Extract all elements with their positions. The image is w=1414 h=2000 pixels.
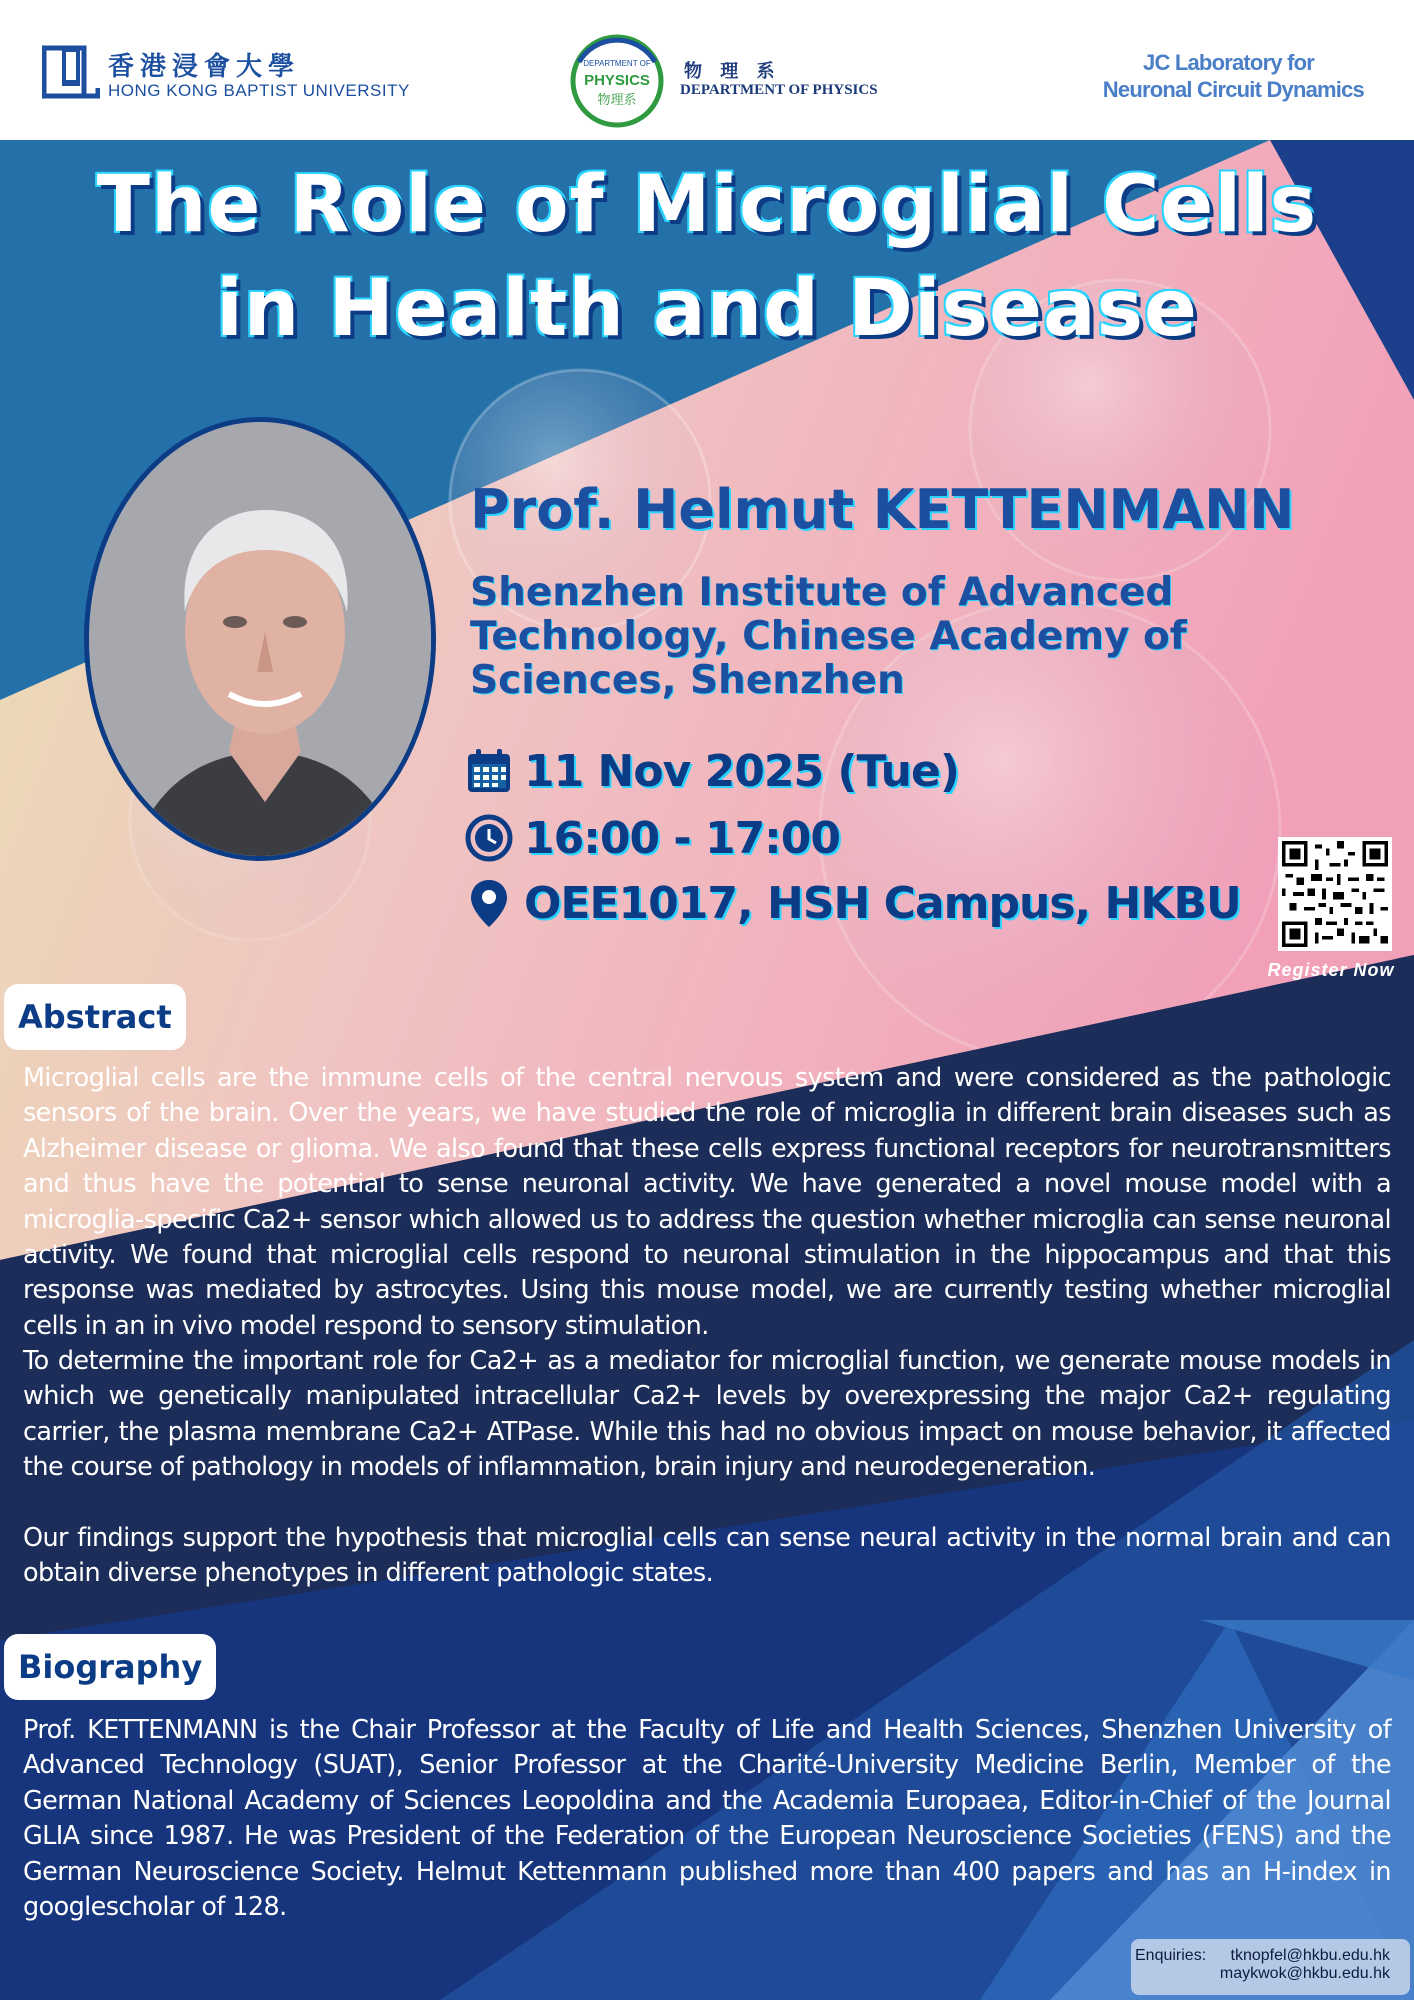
abstract-paragraph-1: Microglial cells are the immune cells of the central nervous system and were considered as the pathologic sensors of the brain. Over the years, we have studied the role of microglia in different brain diseases such as Alzheimer disease or glioma. We also found that these cells express functional receptors for neurotransmitters and thus have the potential to sense neuronal activity. We have generated a novel mouse model with a microglia-specific Ca2+ sensor which allowed us to address the question whether microglia can sense neuronal activity. We found that microglial cells respond to neuronal stimulation in the hippocampus and that this response was mediated by astrocytes. Using this mouse model, we are currently testing whether microglial cells in an in vivo model respond to sensory stimulation. (23, 1063, 1391, 1341)
event-date: 11 Nov 2025 (Tue) (524, 746, 959, 797)
department-chinese-name: 物 理 系 (684, 61, 781, 82)
abstract-paragraph-3: Our findings support the hypothesis that microglial cells can sense neural activity in the normal brain and can obtain diverse phenotypes in different pathologic states. (23, 1523, 1391, 1589)
abstract-heading: Abstract (4, 984, 186, 1050)
university-english-name: HONG KONG BAPTIST UNIVERSITY (108, 81, 410, 100)
speaker-affiliation-line1: Shenzhen Institute of Advanced (470, 570, 1174, 615)
event-title-line1: The Role of Microglial Cells (96, 160, 1318, 250)
university-chinese-name: 香港浸會大學 (108, 52, 301, 82)
department-english-name: DEPARTMENT OF PHYSICS (680, 82, 878, 98)
registration-qr-code[interactable] (1278, 837, 1392, 951)
enquiries-box (1131, 1939, 1410, 1995)
lab-name-line1: JC Laboratory for (1143, 50, 1314, 75)
speaker-affiliation-line2: Technology, Chinese Academy of (470, 614, 1187, 659)
physics-logo-bottom-text: 物理系 (597, 93, 637, 108)
biography-heading: Biography (4, 1634, 216, 1700)
physics-department-logo (567, 32, 667, 130)
clock-icon (464, 813, 514, 863)
enquiry-email-1[interactable]: tknopfel@hkbu.edu.hk (1230, 1947, 1390, 1964)
speaker-portrait (84, 417, 436, 861)
speaker-photo (89, 422, 436, 861)
event-venue: OEE1017, HSH Campus, HKBU (524, 878, 1241, 929)
biography-text: Prof. KETTENMANN is the Chair Professor at the Faculty of Life and Health Sciences, Shenzhen University of Advanced Technology (SUAT), Senior Professor at the Charité-University Medicine Berlin, Member of the German National Academy of Sciences Leopoldina and the Academia Europaea, Editor-in-Chief of the Journal GLIA since 1987. He was President of the Federation of the European Neuroscience Societies (FENS) and the German Neuroscience Society. Helmut Kettenmann published more than 400 papers and has an H-index in googlescholar of 128. (23, 1715, 1391, 1923)
physics-logo-top-text: DEPARTMENT OF (583, 59, 651, 68)
header-bar (0, 0, 1414, 140)
calendar-icon (464, 746, 514, 796)
lab-name-line2: Neuronal Circuit Dynamics (1102, 77, 1364, 102)
speaker-affiliation-line3: Sciences, Shenzhen (470, 658, 905, 703)
event-time: 16:00 - 17:00 (524, 813, 841, 864)
register-now-label[interactable]: Register Now (1267, 960, 1395, 980)
event-title-line2: in Health and Disease (216, 264, 1198, 354)
hkbu-book-icon (42, 44, 100, 102)
abstract-paragraph-2: To determine the important role for Ca2+ as a mediator for microglial function, we generate mouse models in which we genetically manipulated intracellular Ca2+ levels by overexpressing the major Ca2+ regulating carrier, the plasma membrane Ca2+ ATPase. While this had no obvious impact on mouse behavior, it affected the course of pathology in models of inflammation, brain injury and neurodegeneration. (23, 1346, 1391, 1483)
physics-logo-mid-text: PHYSICS (584, 72, 650, 89)
speaker-name: Prof. Helmut KETTENMANN (470, 478, 1295, 541)
enquiry-email-2[interactable]: maykwok@hkbu.edu.hk (1219, 1965, 1390, 1982)
map-pin-icon (464, 878, 514, 928)
enquiries-label: Enquiries: (1135, 1947, 1207, 1964)
